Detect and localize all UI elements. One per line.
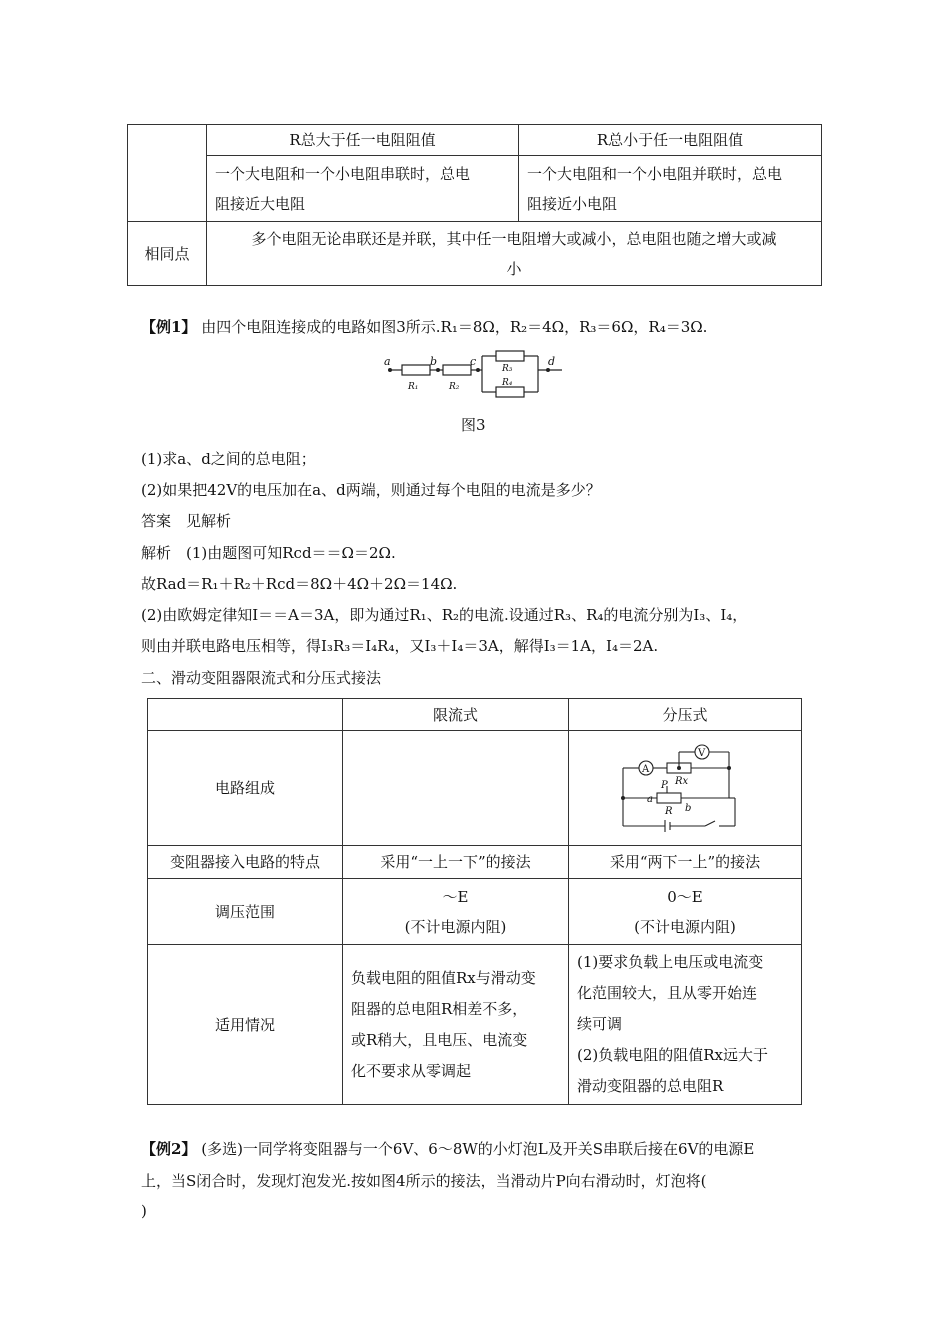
header-limit: 限流式 — [343, 699, 569, 731]
feature-limit: 采用“一上一下”的接法 — [343, 846, 569, 879]
solution-line-2: 故Rad＝R₁＋R₂＋Rcd＝8Ω＋4Ω＋2Ω＝14Ω. — [141, 575, 458, 593]
range-divide: 0～E (不计电源内阻) — [569, 879, 802, 945]
rheostat-r-label: R — [665, 806, 673, 817]
similarity-label: 相同点 — [128, 222, 207, 286]
question-1: (1)求a、d之间的总电阻； — [141, 450, 316, 468]
node-a-label: a — [384, 355, 391, 368]
figure-3-caption: 图3 — [461, 416, 486, 434]
parallel-note-cell: 一个大电阻和一个小电阻并联时，总电 阻接近小电阻 — [519, 156, 822, 222]
example1-tag: 【例1】 — [141, 318, 197, 336]
series-total-cell: R总大于任一电阻阻值 — [207, 125, 519, 156]
empty-cell — [128, 125, 207, 222]
answer-line: 答案 见解析 — [141, 512, 232, 530]
rheostat-table — [147, 698, 802, 1105]
example2-line-2: 上，当S闭合时，发现灯泡发光.按如图4所示的接法，当滑动片P向右滑动时，灯泡将( — [141, 1172, 707, 1190]
voltmeter-label: V — [698, 748, 706, 759]
series-note-cell: 一个大电阻和一个小电阻串联时，总电 阻接近大电阻 — [207, 156, 519, 222]
r4-label: R₄ — [502, 378, 513, 388]
use-label: 适用情况 — [148, 945, 343, 1105]
section-2-title: 二、滑动变阻器限流式和分压式接法 — [141, 669, 382, 687]
node-d-label: d — [548, 355, 556, 368]
comparison-table — [127, 124, 822, 286]
feature-label: 变阻器接入电路的特点 — [148, 846, 343, 879]
solution-line-1: 解析 (1)由题图可知Rcd＝＝Ω＝2Ω. — [141, 544, 396, 562]
solution-line-4: 则由并联电路电压相等，得I₃R₃＝I₄R₄，又I₃＋I₄＝3A，解得I₃＝1A，I₄＝2A. — [141, 637, 659, 655]
header-empty — [148, 699, 343, 731]
r3-label: R₃ — [502, 364, 513, 374]
end-b-label: b — [685, 803, 692, 814]
circuit-figure-3 — [380, 343, 570, 407]
example1-statement: 【例1】 由四个电阻连接成的电路如图3所示.R₁＝8Ω，R₂＝4Ω，R₃＝6Ω，R₄＝3Ω. — [141, 318, 708, 336]
limit-circuit-cell — [343, 731, 569, 846]
r2-label: R₂ — [449, 382, 460, 392]
example2-line-3: ) — [141, 1202, 147, 1220]
parallel-total-cell: R总小于任一电阻阻值 — [519, 125, 822, 156]
node-b-label: b — [430, 355, 438, 368]
example2-line-1: 【例2】 (多选)一同学将变阻器与一个6V、6～8W的小灯泡L及开关S串联后接在6V的电源E — [141, 1140, 755, 1158]
slider-p-label: P — [661, 780, 668, 791]
divider-circuit-diagram — [615, 736, 755, 840]
divide-circuit-cell — [569, 731, 802, 846]
end-a-label: a — [647, 794, 653, 805]
ammeter-label: A — [642, 764, 650, 775]
rx-label: Rx — [675, 776, 689, 787]
similarity-text: 多个电阻无论串联还是并联，其中任一电阻增大或减小，总电阻也随之增大或减 小 — [207, 222, 822, 286]
r1-label: R₁ — [408, 382, 419, 392]
range-label: 调压范围 — [148, 879, 343, 945]
use-limit: 负载电阻的阻值Rx与滑动变 阻器的总电阻R相差不多， 或R稍大，且电压、电流变 化不要求从零调起 — [343, 945, 569, 1105]
question-2: (2)如果把42V的电压加在a、d两端，则通过每个电阻的电流是多少？ — [141, 481, 601, 499]
circuit-label: 电路组成 — [148, 731, 343, 846]
example2-tag: 【例2】 — [141, 1140, 197, 1158]
use-divide: (1)要求负载上电压或电流变 化范围较大，且从零开始连 续可调 (2)负载电阻的阻值Rx远大于 滑动变阻器的总电阻R — [569, 945, 802, 1105]
node-c-label: c — [470, 355, 477, 368]
range-limit: ～E (不计电源内阻) — [343, 879, 569, 945]
solution-line-3: (2)由欧姆定律知I＝＝A＝3A，即为通过R₁、R₂的电流.设通过R₃、R₄的电流分别为I₃、I₄， — [141, 606, 748, 624]
header-divide: 分压式 — [569, 699, 802, 731]
feature-divide: 采用“两下一上”的接法 — [569, 846, 802, 879]
